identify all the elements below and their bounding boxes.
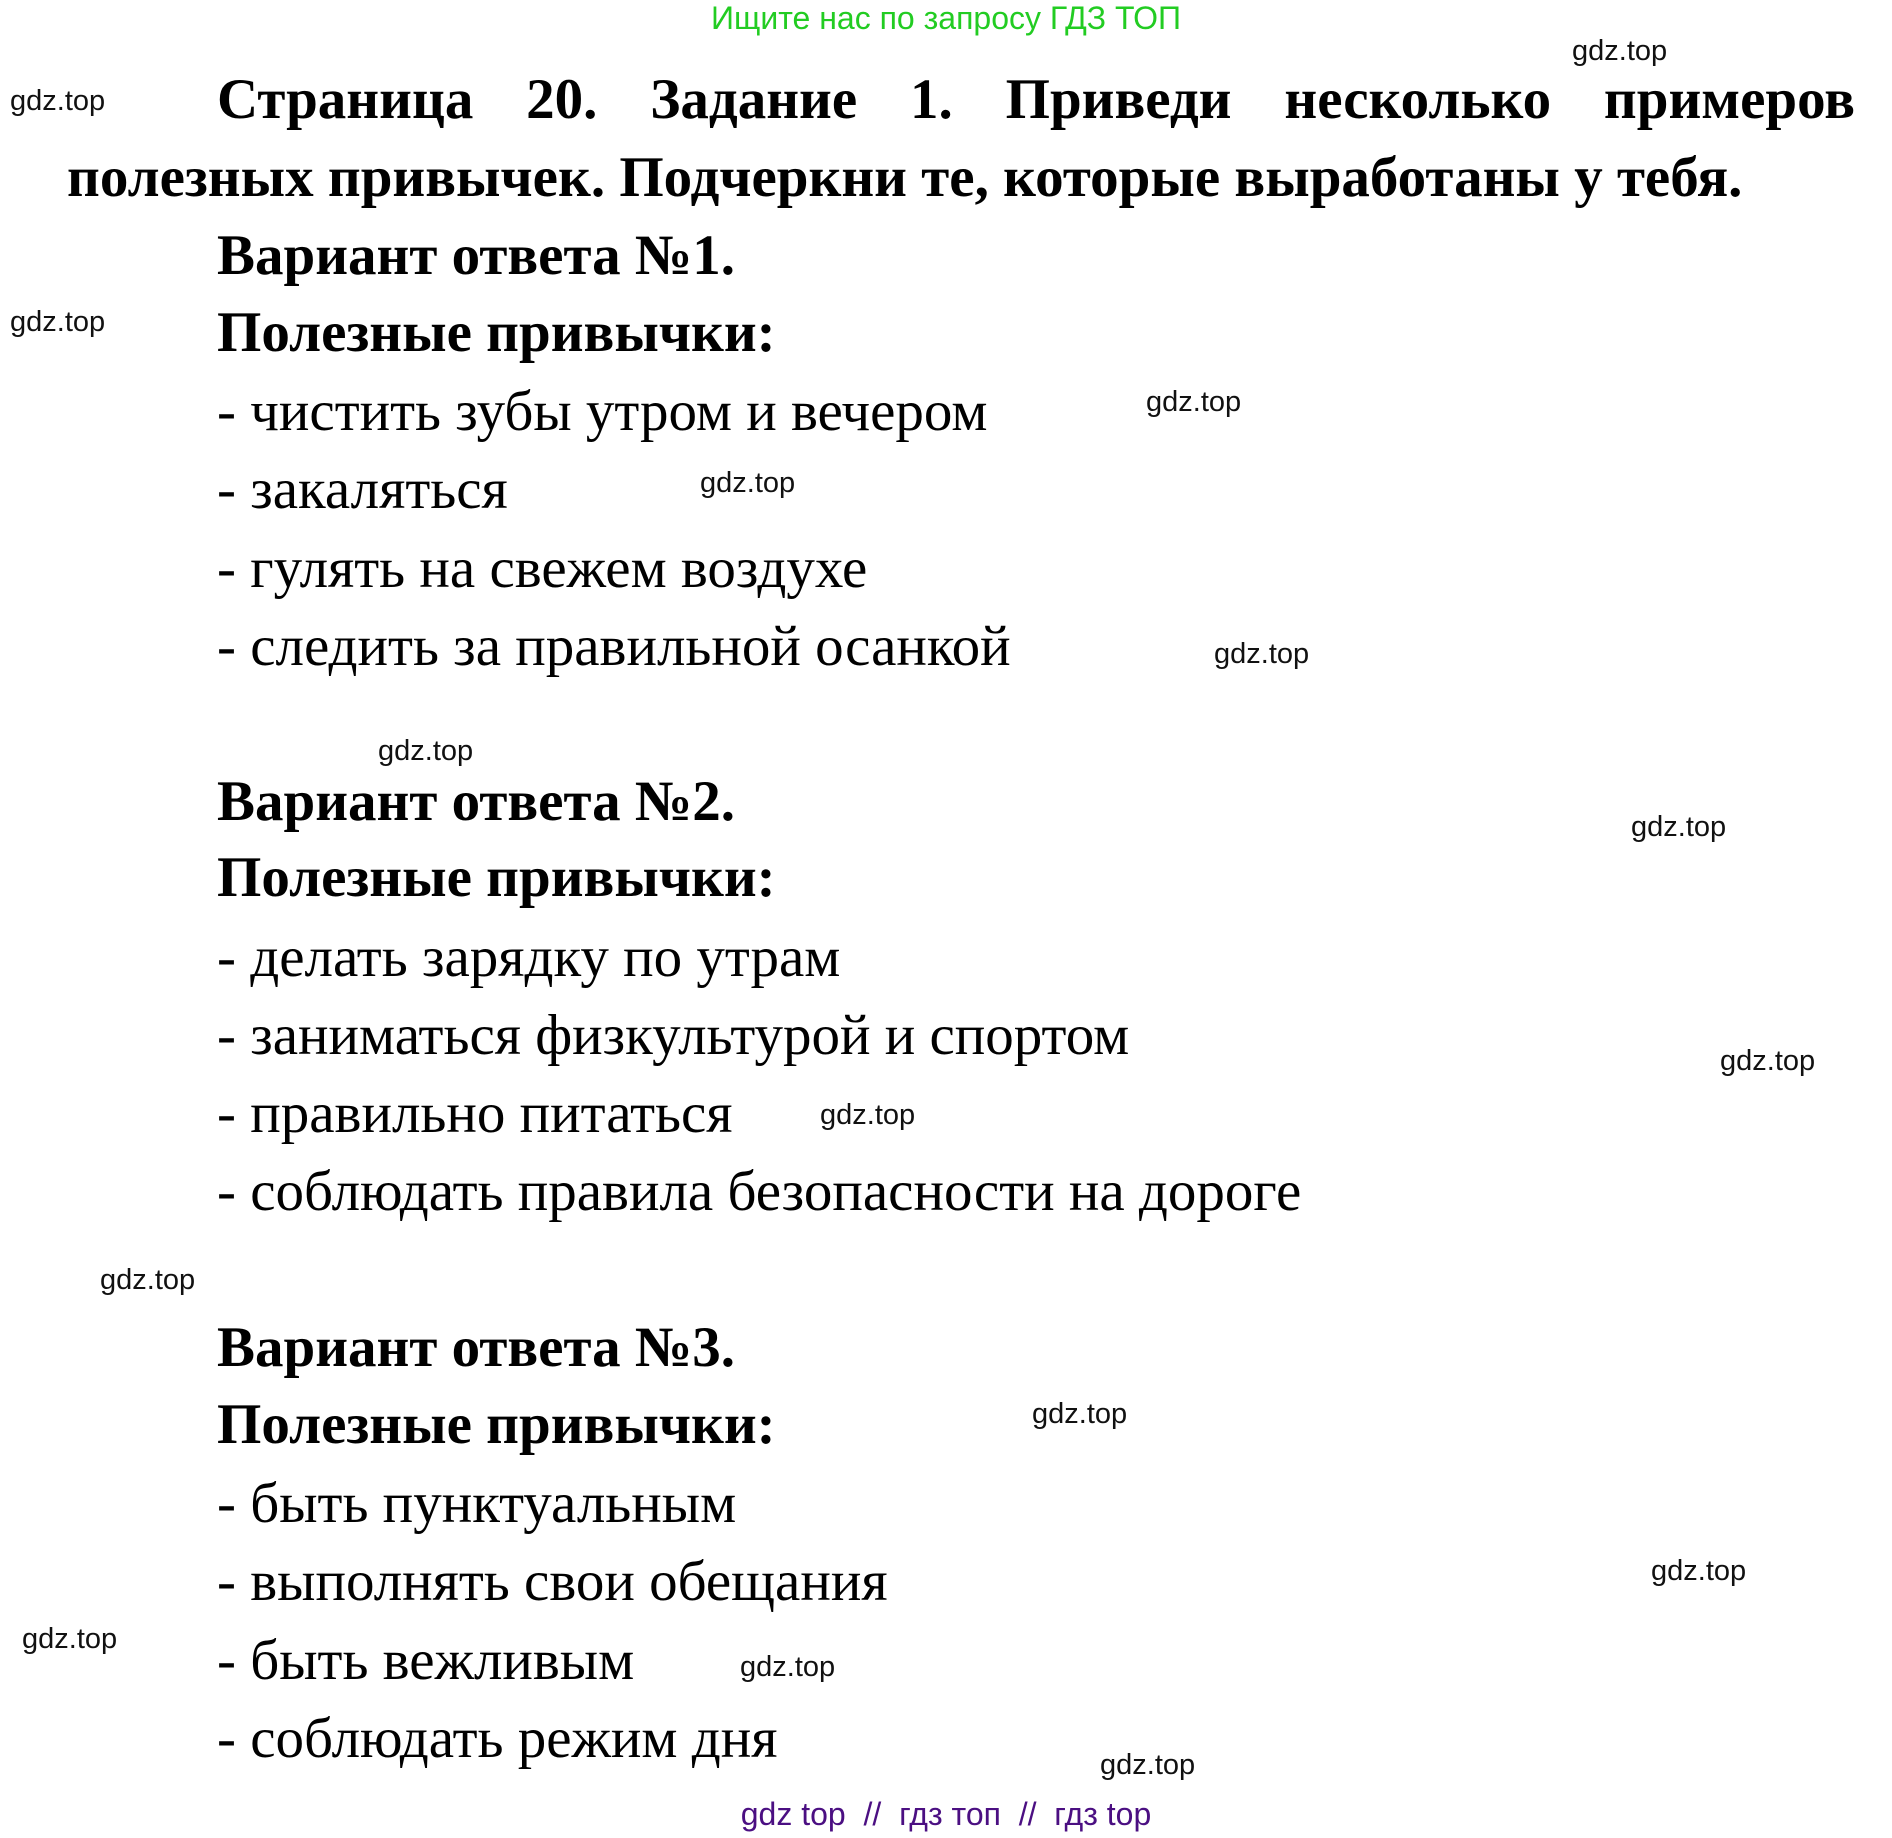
list-item: - гулять на свежем воздухе: [217, 537, 868, 600]
watermark: gdz.top: [100, 1264, 196, 1296]
list-item: - заниматься физкультурой и спортом: [217, 1004, 1130, 1067]
watermark: gdz.top: [1572, 35, 1668, 67]
watermark: gdz.top: [1631, 811, 1727, 843]
watermark: gdz.top: [1146, 386, 1242, 418]
list-item: - правильно питаться: [217, 1082, 733, 1145]
watermark: gdz.top: [740, 1651, 836, 1683]
watermark: gdz.top: [10, 306, 106, 338]
list-item: - соблюдать режим дня: [217, 1707, 778, 1770]
footer-links: gdz top // гдз топ // гдз top: [740, 1796, 1152, 1832]
watermark: gdz.top: [1720, 1045, 1816, 1077]
watermark: gdz.top: [22, 1623, 118, 1655]
watermark: gdz.top: [1100, 1749, 1196, 1781]
variant-heading: Вариант ответа №2.: [217, 770, 735, 833]
watermark: gdz.top: [700, 467, 796, 499]
watermark: gdz.top: [1651, 1555, 1747, 1587]
list-item: - следить за правильной осанкой: [217, 615, 1011, 678]
watermark: gdz.top: [10, 85, 106, 117]
task-title-line-2: полезных привычек. Подчеркни те, которые выработаны у тебя.: [67, 146, 1743, 209]
list-item: - соблюдать правила безопасности на дороге: [217, 1160, 1302, 1223]
list-item: - закаляться: [217, 458, 508, 521]
list-item: - быть пунктуальным: [217, 1472, 737, 1535]
variant-subheading: Полезные привычки:: [217, 301, 776, 364]
watermark: gdz.top: [378, 735, 474, 767]
header-ad: Ищите нас по запросу ГДЗ ТОП: [711, 0, 1181, 36]
list-item: - чистить зубы утром и вечером: [217, 380, 988, 443]
variant-heading: Вариант ответа №1.: [217, 224, 735, 287]
list-item: - выполнять свои обещания: [217, 1550, 888, 1613]
variant-subheading: Полезные привычки:: [217, 846, 776, 909]
list-item: - быть вежливым: [217, 1629, 635, 1692]
watermark: gdz.top: [1032, 1398, 1128, 1430]
variant-heading: Вариант ответа №3.: [217, 1316, 735, 1379]
task-title-line-1: Страница 20. Задание 1. Приведи несколько примеров: [217, 68, 1855, 131]
list-item: - делать зарядку по утрам: [217, 926, 841, 989]
variant-subheading: Полезные привычки:: [217, 1393, 776, 1456]
watermark: gdz.top: [1214, 638, 1310, 670]
watermark: gdz.top: [820, 1099, 916, 1131]
